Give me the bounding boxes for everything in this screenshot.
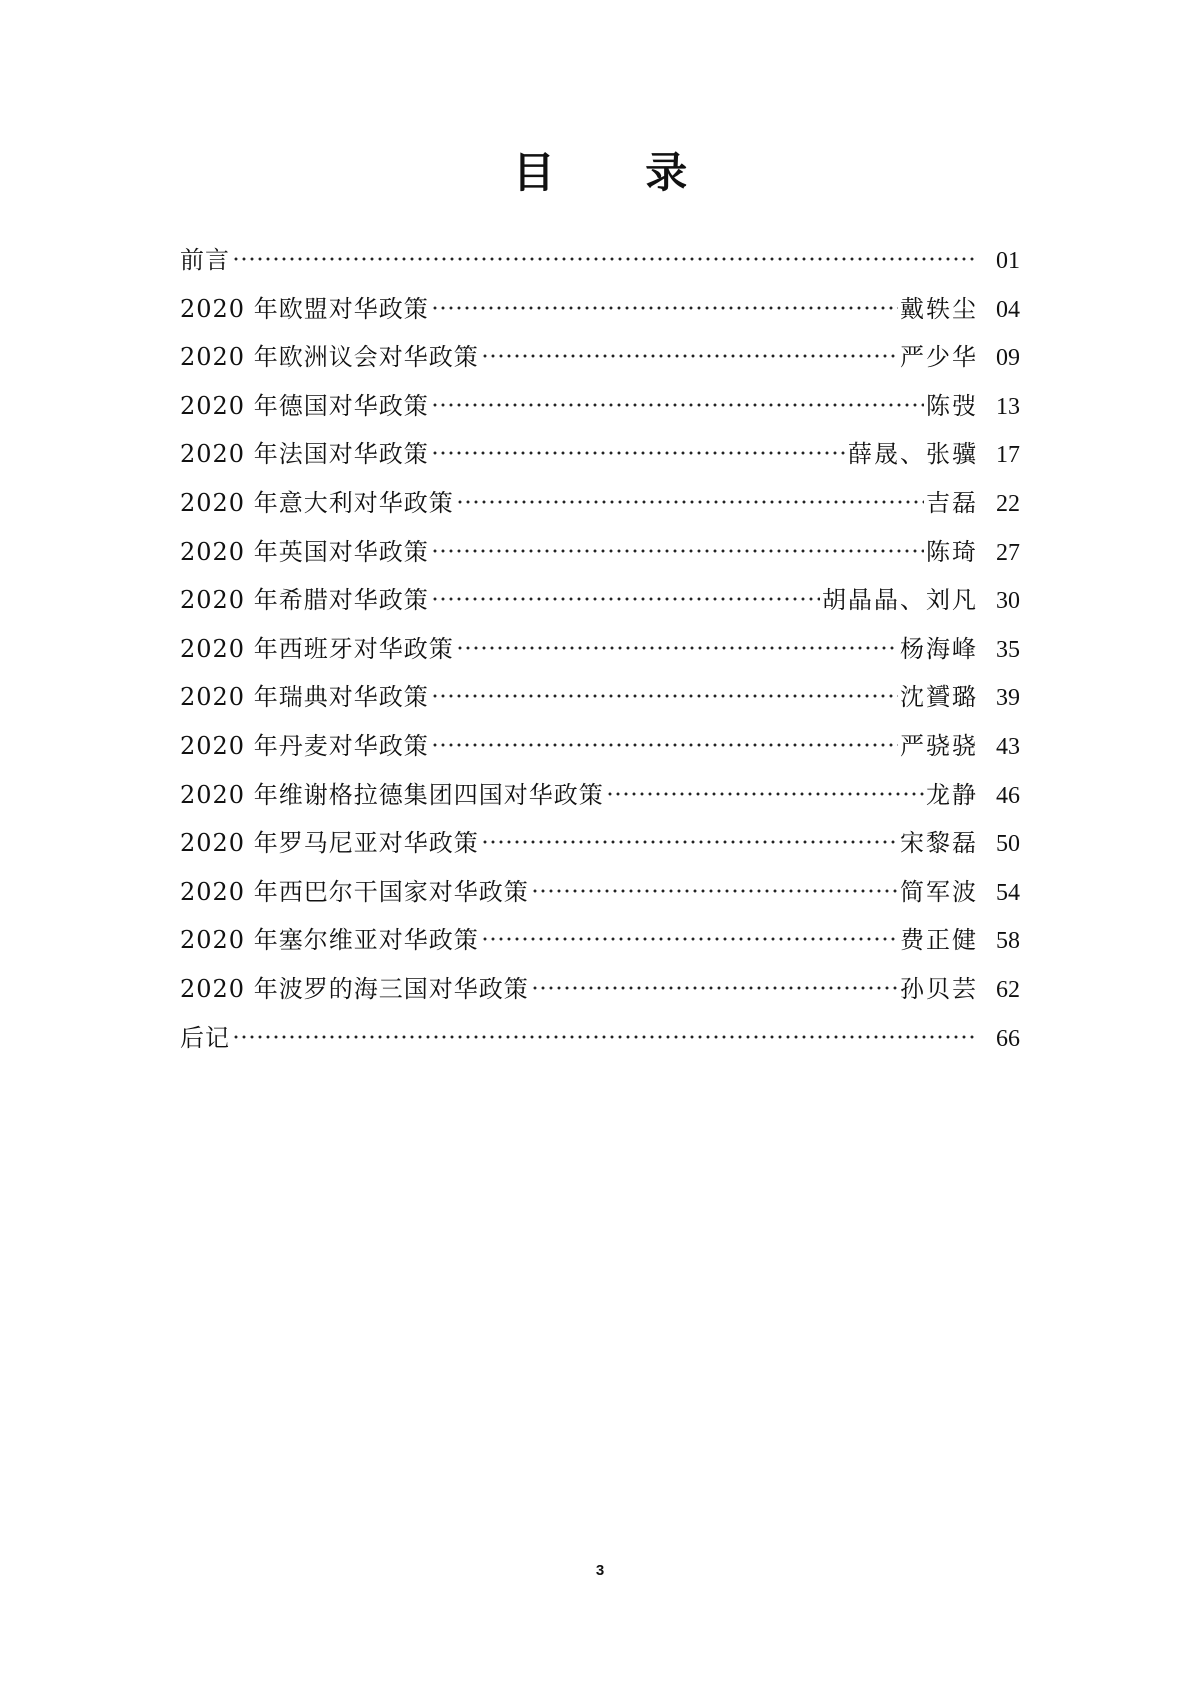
toc-entry[interactable] xyxy=(180,532,1020,581)
toc-entry[interactable] xyxy=(180,580,1020,629)
toc-entry-page: 22 xyxy=(996,490,1020,517)
toc-entry[interactable] xyxy=(180,240,1020,289)
dot-leader xyxy=(456,646,898,650)
toc-entry-title: 2020 年塞尔维亚对华政策 xyxy=(180,926,479,955)
toc-entry-page: 17 xyxy=(996,442,1020,469)
page-number: 3 xyxy=(595,1562,605,1579)
toc-entry[interactable] xyxy=(180,775,1020,824)
dot-leader xyxy=(431,597,820,601)
toc-entry-author: 龙静 xyxy=(926,780,978,809)
toc-entry-title: 2020 年欧盟对华政策 xyxy=(180,294,429,323)
toc-entry[interactable] xyxy=(180,969,1020,1018)
toc-entry-title: 2020 年意大利对华政策 xyxy=(180,488,454,517)
toc-entry[interactable] xyxy=(180,726,1020,775)
dot-leader xyxy=(232,257,976,261)
toc-entry-page: 43 xyxy=(996,733,1020,760)
toc-entry-title: 2020 年维谢格拉德集团四国对华政策 xyxy=(180,780,604,809)
toc-entry-page: 27 xyxy=(996,539,1020,566)
page-title: 目 录 xyxy=(512,148,726,197)
table-of-contents xyxy=(180,240,1020,1066)
toc-entry-title: 前言 xyxy=(180,246,230,274)
toc-entry-page: 58 xyxy=(996,928,1020,955)
toc-entry-author: 胡晶晶、刘凡 xyxy=(822,586,978,615)
toc-entry-author: 孙贝芸 xyxy=(900,974,978,1003)
toc-entry-title: 2020 年罗马尼亚对华政策 xyxy=(180,829,479,858)
toc-entry-page: 62 xyxy=(996,976,1020,1003)
toc-entry-title: 2020 年西班牙对华政策 xyxy=(180,634,454,663)
toc-entry-author: 薛晟、张骥 xyxy=(848,440,978,469)
toc-entry-title: 2020 年瑞典对华政策 xyxy=(180,683,429,712)
toc-entry[interactable] xyxy=(180,289,1020,338)
toc-entry-author: 陈弢 xyxy=(926,391,978,420)
toc-entry-author: 杨海峰 xyxy=(900,634,978,663)
toc-entry-page: 46 xyxy=(996,782,1020,809)
dot-leader xyxy=(481,840,898,844)
dot-leader xyxy=(531,889,898,893)
toc-entry[interactable] xyxy=(180,677,1020,726)
dot-leader xyxy=(481,937,898,941)
dot-leader xyxy=(431,743,898,747)
toc-entry-page: 39 xyxy=(996,685,1020,712)
toc-entry-page: 54 xyxy=(996,879,1020,906)
toc-entry-title: 2020 年英国对华政策 xyxy=(180,537,429,566)
toc-entry-page: 09 xyxy=(996,345,1020,372)
toc-entry[interactable] xyxy=(180,483,1020,532)
dot-leader xyxy=(431,549,924,553)
dot-leader xyxy=(481,354,898,358)
toc-entry-title: 2020 年欧洲议会对华政策 xyxy=(180,343,479,372)
toc-entry-title: 后记 xyxy=(180,1023,230,1052)
dot-leader xyxy=(232,1035,976,1039)
toc-entry-author: 简军波 xyxy=(900,877,978,906)
toc-entry[interactable] xyxy=(180,434,1020,483)
toc-entry[interactable] xyxy=(180,872,1020,921)
toc-entry-title: 2020 年丹麦对华政策 xyxy=(180,731,429,760)
dot-leader xyxy=(456,500,924,504)
toc-entry-title: 2020 年德国对华政策 xyxy=(180,391,429,420)
toc-entry-author: 严骁骁 xyxy=(900,731,978,760)
toc-entry-title: 2020 年波罗的海三国对华政策 xyxy=(180,974,529,1003)
toc-entry[interactable] xyxy=(180,386,1020,435)
toc-entry-title: 2020 年希腊对华政策 xyxy=(180,586,429,615)
toc-entry-title: 2020 年法国对华政策 xyxy=(180,440,429,469)
toc-entry[interactable] xyxy=(180,629,1020,678)
dot-leader xyxy=(431,403,924,407)
dot-leader xyxy=(606,792,924,796)
toc-entry-page: 30 xyxy=(996,588,1020,615)
toc-entry[interactable] xyxy=(180,823,1020,872)
toc-entry[interactable] xyxy=(180,1018,1020,1067)
dot-leader xyxy=(431,694,898,698)
dot-leader xyxy=(431,306,898,310)
toc-entry-author: 沈贇璐 xyxy=(900,683,978,712)
toc-entry-author: 吉磊 xyxy=(926,488,978,517)
dot-leader xyxy=(431,451,846,455)
toc-entry-page: 01 xyxy=(996,248,1020,274)
toc-entry[interactable] xyxy=(180,337,1020,386)
toc-entry-author: 费正健 xyxy=(900,926,978,955)
toc-entry-author: 宋黎磊 xyxy=(900,829,978,858)
toc-entry-page: 13 xyxy=(996,393,1020,420)
toc-entry-page: 35 xyxy=(996,636,1020,663)
toc-entry-title: 2020 年西巴尔干国家对华政策 xyxy=(180,877,529,906)
toc-entry-page: 66 xyxy=(996,1025,1020,1052)
toc-entry-author: 戴轶尘 xyxy=(900,294,978,323)
toc-entry-author: 严少华 xyxy=(900,343,978,372)
dot-leader xyxy=(531,986,898,990)
toc-entry-page: 50 xyxy=(996,831,1020,858)
toc-entry-author: 陈琦 xyxy=(926,537,978,566)
toc-entry[interactable] xyxy=(180,920,1020,969)
toc-entry-page: 04 xyxy=(996,296,1020,323)
